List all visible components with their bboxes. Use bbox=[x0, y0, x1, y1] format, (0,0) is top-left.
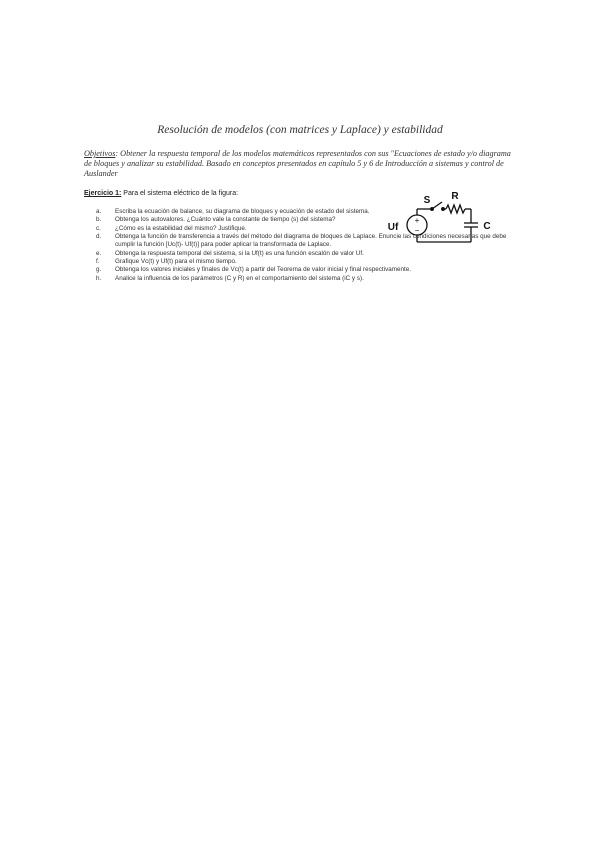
objectives-text: : Obtener la respuesta temporal de los modelos matemáticos representados con sus "Ecuaciones de estado y/o diagrama de bloques y analizar su estabilidad. Basado en conceptos presentados en capítulo 5 y 6 de Introducción a sistemas y control de Auslander bbox=[84, 149, 511, 178]
switch-icon bbox=[432, 202, 442, 209]
task-text: Grafique Vc(t) y Uf(t) para el mismo tiempo. bbox=[115, 257, 237, 265]
capacitor-label: C bbox=[483, 221, 491, 232]
task-item bbox=[84, 250, 524, 258]
task-text: Obtenga la función de transferencia a través del método del diagrama de bloques de Laplace. Enuncie las condiciones necesarias que debe cumplir la función [Uc(t)- Uf(t)] para poder aplicar la transformada de Laplace. bbox=[115, 233, 507, 249]
task-text: Obtenga los valores iniciales y finales de Vc(t) a partir del Teorema de valor inicial y final respectivamente. bbox=[115, 266, 411, 274]
task-letter: a. bbox=[96, 208, 102, 215]
task-text: Analice la influencia de los parámetros (C y R) en el comportamiento del sistema (iC y s). bbox=[115, 274, 364, 282]
resistor-label: R bbox=[451, 191, 459, 202]
source-minus-sign: − bbox=[414, 226, 420, 235]
source-label: Uf bbox=[387, 222, 399, 233]
switch-label: S bbox=[423, 195, 431, 206]
task-letter: c. bbox=[96, 224, 101, 232]
source-plus-sign: + bbox=[414, 216, 420, 225]
page-title: Resolución de modelos (con matrices y Laplace) y estabilidad bbox=[157, 124, 443, 136]
exercise-intro: Para el sistema eléctrico de la figura: bbox=[121, 190, 239, 197]
task-text: ¿Cómo es la estabilidad del mismo? Justifique. bbox=[115, 224, 247, 232]
objectives-paragraph bbox=[84, 149, 514, 179]
task-letter: g. bbox=[96, 266, 102, 274]
task-letter: f. bbox=[96, 257, 100, 265]
exercise-label: Ejercicio 1: bbox=[84, 190, 122, 197]
task-item bbox=[84, 258, 524, 266]
task-text: Obtenga los autovalores. ¿Cuánto vale la constante de tiempo (s) del sistema? bbox=[115, 216, 336, 224]
task-letter: d. bbox=[96, 233, 102, 241]
task-letter: b. bbox=[96, 216, 102, 224]
task-item bbox=[84, 266, 524, 274]
task-letter: h. bbox=[96, 274, 102, 282]
task-item bbox=[84, 275, 524, 283]
task-letter: e. bbox=[96, 249, 102, 257]
objectives-label: Objetivos bbox=[84, 149, 116, 158]
circuit-diagram bbox=[383, 187, 513, 249]
exercise-heading bbox=[84, 190, 404, 197]
task-text: Escriba la ecuación de balance, su diagrama de bloques y ecuación de estado del sistema. bbox=[115, 208, 370, 215]
resistor-icon bbox=[446, 205, 465, 213]
task-text: Obtenga la respuesta temporal del sistema, si la Uf(t) es una función escalón de valor Uf. bbox=[115, 249, 364, 257]
